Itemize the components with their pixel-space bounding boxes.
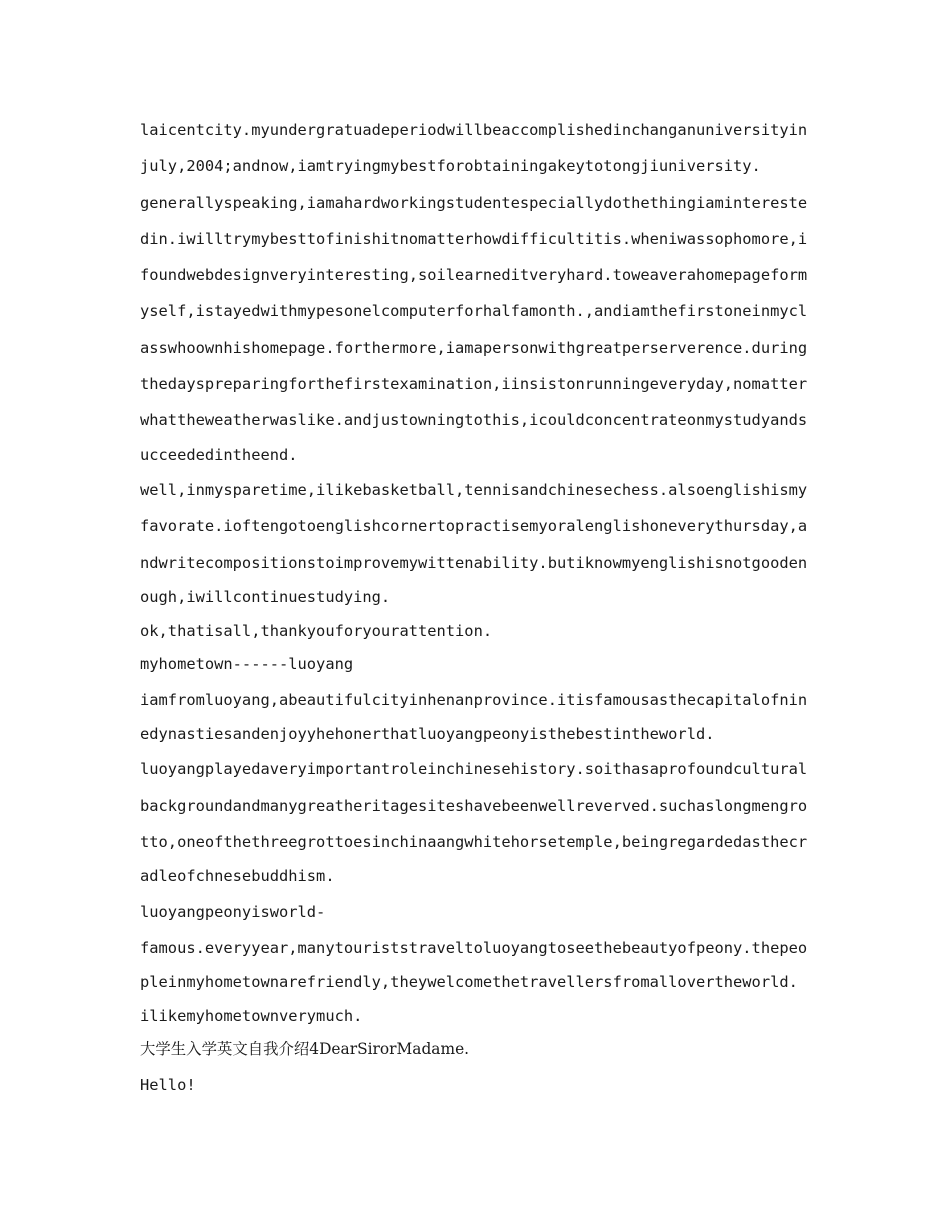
text-line: foundwebdesignveryinteresting,soilearneditveryhard.toweaverahomepageform: [140, 266, 808, 285]
text-line: yself,istayedwithmypesonelcomputerforhalfamonth.,andiamthefirstoneinmycl: [140, 302, 808, 321]
text-line: Hello!: [140, 1075, 196, 1094]
text-line: luoyangpeonyisworld-: [140, 902, 326, 921]
text-line: favorate.ioftengotoenglishcornertopractisemyoralenglishoneverythursday,a: [140, 517, 808, 536]
text-line: ough,iwillcontinuestudying.: [140, 588, 391, 607]
text-line: ok,thatisall,thankyouforyourattention.: [140, 621, 493, 640]
text-line: myhometown------luoyang: [140, 655, 354, 674]
text-line: generallyspeaking,iamahardworkingstudentespeciallydothethingiamintereste: [140, 193, 808, 212]
text-line: iamfromluoyang,abeautifulcityinhenanprovince.itisfamousasthecapitalofnin: [140, 690, 808, 709]
text-line: laicentcity.myundergratuadeperiodwillbeaccomplishedinchanganuniversityin: [140, 121, 808, 139]
text-line: thedayspreparingforthefirstexamination,iinsistonrunningeveryday,nomatter: [140, 375, 808, 394]
text-line: backgroundandmanygreatheritagesiteshavebeenwellreverved.suchaslongmengro: [140, 796, 808, 815]
document-body: [140, 112, 820, 1103]
text-line: ilikemyhometownverymuch.: [140, 1006, 363, 1025]
text-line: ucceededintheend.: [140, 445, 298, 464]
text-line: tto,oneofthethreegrottoesinchinaangwhitehorsetemple,beingregardedasthecr: [140, 832, 808, 851]
text-line: luoyangplayedaveryimportantroleinchinesehistory.soithasaprofoundcultural: [140, 760, 808, 779]
text-line: well,inmysparetime,ilikebasketball,tennisandchinesechess.alsoenglishismy: [140, 481, 808, 500]
text-line: din.iwilltrymybesttofinishitnomatterhowdifficultitis.wheniwassophomore,i: [140, 229, 808, 248]
text-line: adleofchnesebuddhism.: [140, 867, 335, 886]
text-line: 大学生入学英文自我介绍4DearSirorMadame.: [140, 1040, 470, 1059]
text-line: pleinmyhometownarefriendly,theywelcomethetravellersfromallovertheworld.: [140, 973, 798, 992]
text-line: whattheweatherwaslike.andjustowningtothis,icouldconcentrateonmystudyands: [140, 411, 808, 430]
text-line: edynastiesandenjoyyhehonerthatluoyangpeonyisthebestintheworld.: [140, 724, 715, 743]
text-line: ndwritecompositionstoimprovemywittenability.butiknowmyenglishisnotgooden: [140, 553, 808, 572]
text-line: july,2004;andnow,iamtryingmybestforobtainingakeytotongjiuniversity.: [140, 157, 761, 176]
text-line: asswhoownhishomepage.forthermore,iamapersonwithgreatperserverence.during: [140, 338, 808, 357]
text-line: famous.everyyear,manytouriststraveltoluoyangtoseethebeautyofpeony.thepeo: [140, 939, 808, 958]
